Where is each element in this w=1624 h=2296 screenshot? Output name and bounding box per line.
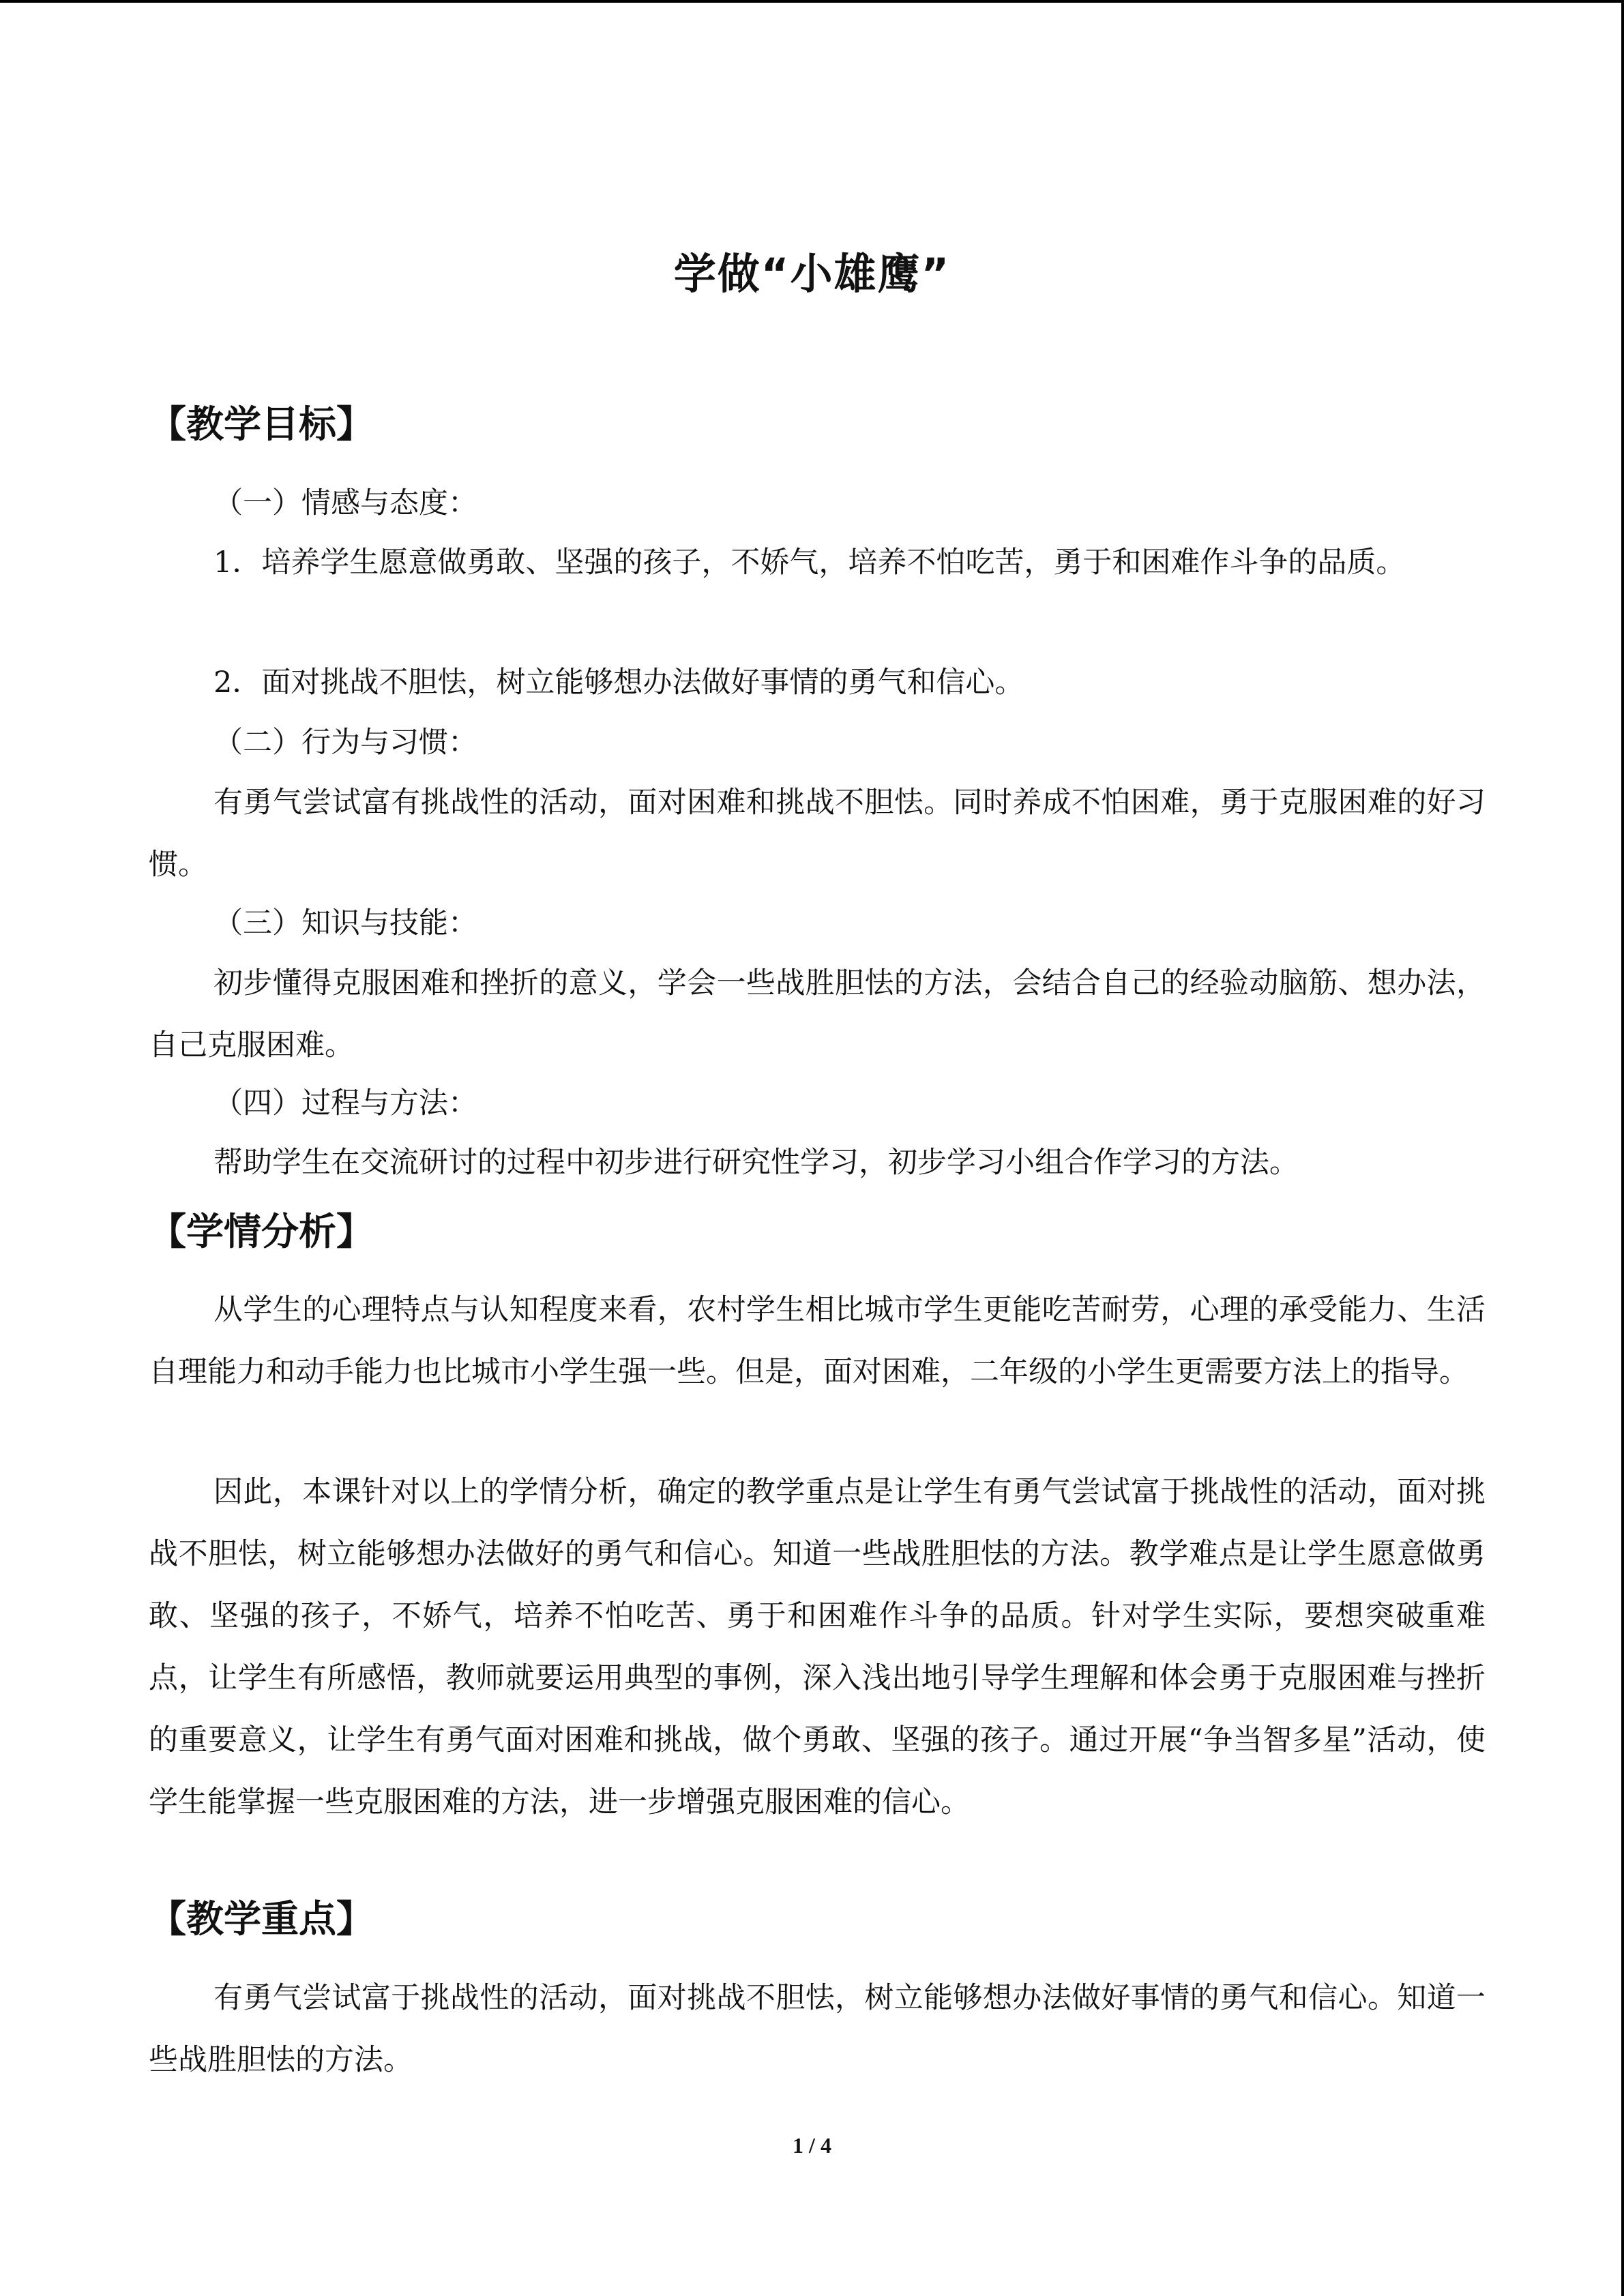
heading-objectives: 【教学目标】 xyxy=(149,402,374,446)
objective-paragraph-3: 有勇气尝试富有挑战性的活动，面对困难和挑战不胆怯。同时养成不怕困难，勇于克服困难的好习惯。 xyxy=(149,786,1486,882)
objective-paragraph-4: 初步懂得克服困难和挫折的意义，学会一些战胜胆怯的方法，会结合自己的经验动脑筋、想办法，自己克服困难。 xyxy=(149,966,1486,1062)
objective-paragraph-5: 帮助学生在交流研讨的过程中初步进行研究性学习，初步学习小组合作学习的方法。 xyxy=(213,1146,1299,1180)
analysis-paragraph-2: 因此，本课针对以上的学情分析，确定的教学重点是让学生有勇气尝试富于挑战性的活动，面对挑战不胆怯，树立能够想办法做好的勇气和信心。知道一些战胜胆怯的方法。教学难点是让学生愿意做勇敢、坚强的孩子，不娇气，培养不怕吃苦、勇于和困难作斗争的品质。针对学生实际，要想突破重难点，让学生有所感悟，教师就要运用典型的事例，深入浅出地引导学生理解和体会勇于克服困难与挫折的重要意义，让学生有勇气面对困难和挑战，做个勇敢、坚强的孩子。通过开展“争当智多星”活动，使学生能掌握一些克服困难的方法，进一步增强克服困难的信心。 xyxy=(149,1475,1486,1819)
sub-process-method: （四）过程与方法： xyxy=(213,1086,477,1120)
sub-knowledge-skill: （三）知识与技能： xyxy=(213,906,477,940)
analysis-paragraph-1: 从学生的心理特点与认知程度来看，农村学生相比城市学生更能吃苦耐劳，心理的承受能力、生活自理能力和动手能力也比城市小学生强一些。但是，面对困难，二年级的小学生更需要方法上的指导。 xyxy=(149,1293,1486,1389)
objective-paragraph-1: 1．培养学生愿意做勇敢、坚强的孩子，不娇气，培养不怕吃苦，勇于和困难作斗争的品质。 xyxy=(213,546,1406,580)
objective-paragraph-2: 2．面对挑战不胆怯，树立能够想办法做好事情的勇气和信心。 xyxy=(213,666,1024,700)
heading-analysis: 【学情分析】 xyxy=(149,1210,374,1253)
sub-emotion-attitude: （一）情感与态度： xyxy=(213,486,477,520)
page-border-right xyxy=(1621,0,1624,2296)
page-border-top xyxy=(0,0,1624,3)
page-title: 学做“小雄鹰” xyxy=(673,248,951,299)
key-points-paragraph: 有勇气尝试富于挑战性的活动，面对挑战不胆怯，树立能够想办法做好事情的勇气和信心。知道一些战胜胆怯的方法。 xyxy=(149,1981,1486,2077)
sub-behavior-habit: （二）行为与习惯： xyxy=(213,726,477,760)
page-number: 1 / 4 xyxy=(793,2133,831,2158)
heading-key-points: 【教学重点】 xyxy=(149,1897,374,1941)
